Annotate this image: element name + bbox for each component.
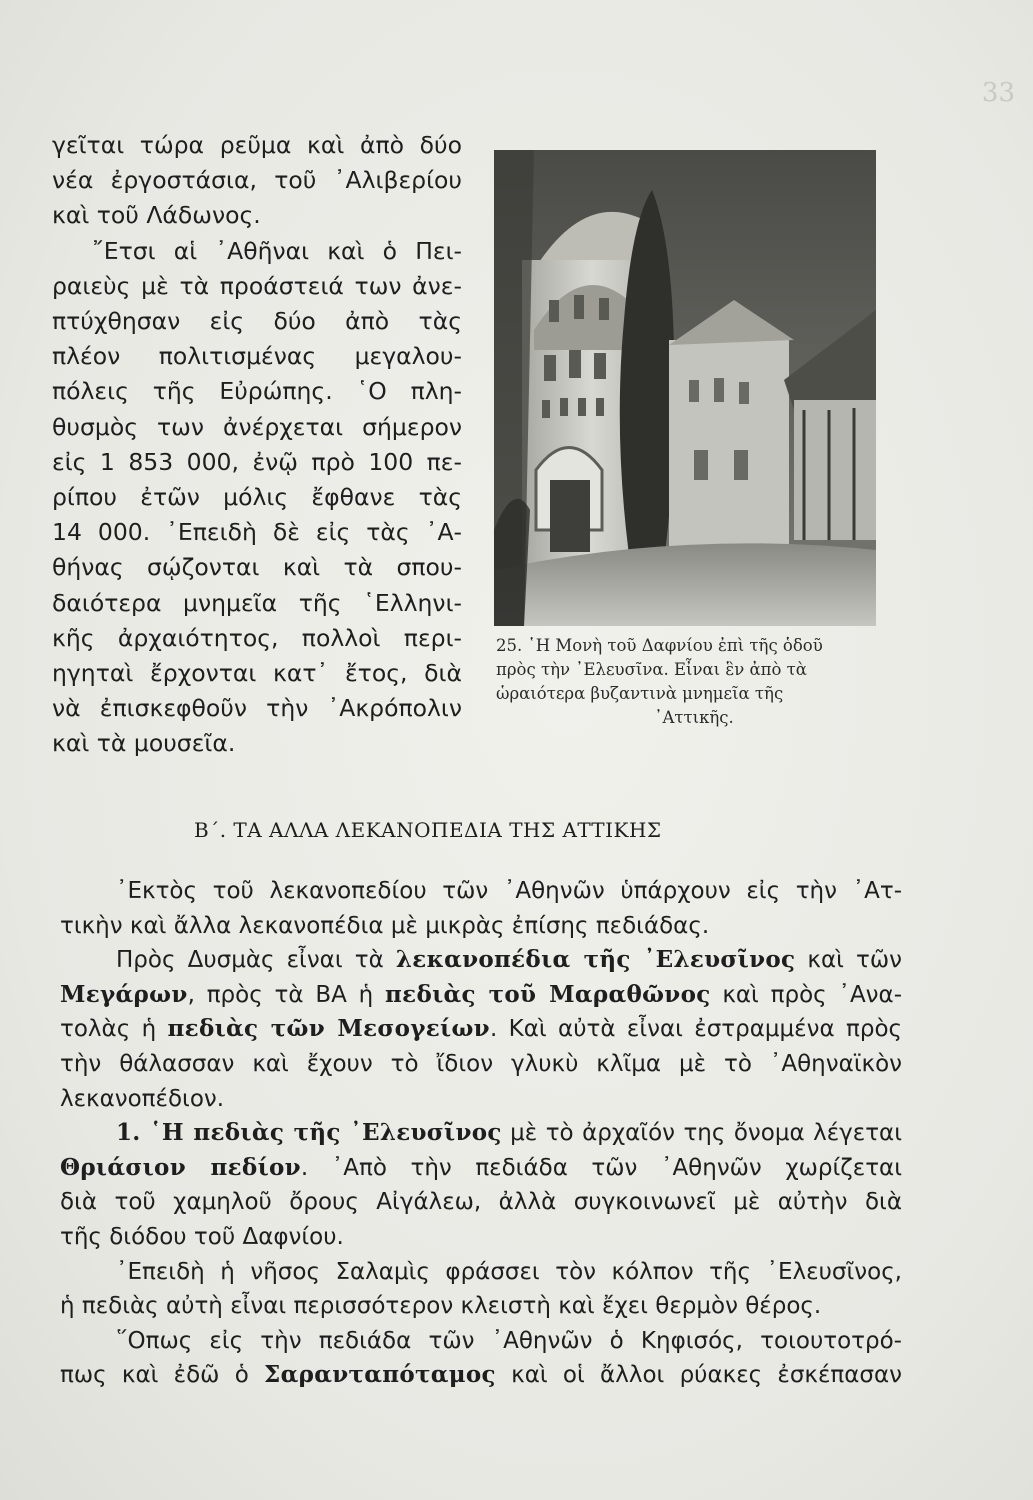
text-span: μὲ τὸ ἀρχαῖόν της ὄνομα λέγεται [501, 1120, 902, 1147]
text-line: διὰ τοῦ χαμηλοῦ ὄρους Αἰγάλεω, ἀλλὰ συγκοινωνεῖ μὲ αὐτὴν διὰ [60, 1189, 902, 1216]
text-line: κῆς ἀρχαιότητος, πολλοὶ περι- [52, 623, 462, 652]
text-line [60, 1151, 902, 1186]
text-span: καὶ πρὸς ᾿Ανα- [710, 981, 902, 1008]
text-line: πτύχθησαν εἰς δύο ἀπὸ τὰς [52, 307, 462, 336]
text-span: καὶ οἱ ἄλλοι ρύακες ἐσκέπασαν [495, 1362, 902, 1389]
text-line: ῞Οπως εἰς τὴν πεδιάδα τῶν ᾿Αθηνῶν ὁ Κηφισός, τοιουτοτρό- [116, 1327, 902, 1354]
text-line: ᾿Εκτὸς τοῦ λεκανοπεδίου τῶν ᾿Αθηνῶν ὑπάρχουν εἰς τὴν ᾿Ατ- [116, 878, 902, 904]
text-line: ἡ πεδιὰς αὐτὴ εἶναι περισσότερον κλειστὴ καὶ ἔχει θερμὸν θέρος. [60, 1293, 822, 1320]
text-line [60, 978, 902, 1013]
text-span: . Καὶ αὐτὰ εἶναι ἐστραμμένα πρὸς [489, 1016, 903, 1043]
subsection-title-eleusis-plain: 1. ῾Η πεδιὰς τῆς ᾿Ελευσῖνος [116, 1119, 502, 1147]
text-span: Πρὸς Δυσμὰς εἶναι τὰ [116, 947, 396, 974]
text-line: δαιότερα μνημεῖα τῆς ῾Ελληνι- [52, 588, 462, 617]
text-line: γεῖται τώρα ρεῦμα καὶ ἀπὸ δύο [52, 131, 462, 159]
place-name-marathon-plain: πεδιὰς τοῦ Μαραθῶνος [385, 980, 711, 1008]
section-heading: Β΄. ΤΑ ΑΛΛΑ ΛΕΚΑΝΟΠΕΔΙΑ ΤΗΣ ΑΤΤΙΚΗΣ [194, 818, 662, 842]
text-line: θυσμὸς των ἀνέρχεται σήμερον [52, 412, 462, 441]
text-line: καὶ τὰ μουσεῖα. [52, 729, 236, 758]
daphni-monastery-photo [494, 150, 876, 626]
text-line: ηγηταὶ ἔρχονται κατ᾿ ἔτος, διὰ [52, 659, 462, 688]
body-text [60, 874, 902, 1393]
text-line: καὶ τοῦ Λάδωνος. [52, 201, 261, 230]
text-line: τὴν θάλασσαν καὶ ἔχουν τὸ ἴδιον γλυκὺ κλῖμα μὲ τὸ ᾿Αθηναϊκὸν [60, 1050, 902, 1077]
left-column-text [52, 128, 462, 762]
caption-line: ὡραιότερα βυζαντινὰ μνημεῖα τῆς [496, 684, 784, 703]
caption-line: πρὸς τὴν ᾿Ελευσῖνα. Εἶναι ἓν ἀπὸ τὰ [496, 660, 807, 679]
place-name-eleusis-basins: λεκανοπέδια τῆς ᾿Ελευσῖνος [395, 946, 796, 974]
text-line: νέα ἐργοστάσια, τοῦ ᾿Αλιβερίου [52, 166, 462, 195]
text-line: λεκανοπέδιον. [60, 1085, 225, 1112]
text-line: τῆς διόδου τοῦ Δαφνίου. [60, 1223, 344, 1250]
caption-line: 25. ῾Η Μονὴ τοῦ Δαφνίου ἐπὶ τῆς ὁδοῦ [496, 636, 823, 655]
text-line [60, 1358, 902, 1393]
text-span: πως καὶ ἐδῶ ὁ [60, 1362, 265, 1389]
text-line: 14 000. ᾿Επειδὴ δὲ εἰς τὰς ᾿Α- [52, 518, 462, 547]
text-span: . ᾿Απὸ τὴν πεδιάδα τῶν ᾿Αθηνῶν χωρίζεται [300, 1154, 903, 1181]
text-line: τικὴν καὶ ἄλλα λεκανοπέδια μὲ μικρὰς ἐπίσης πεδιάδας. [60, 912, 710, 939]
text-line: ᾿Επειδὴ ἡ νῆσος Σαλαμὶς φράσσει τὸν κόλπον τῆς ᾿Ελευσῖνος, [116, 1258, 902, 1285]
figure-caption [496, 634, 892, 730]
text-line: ῎Ετσι αἱ ᾿Αθῆναι καὶ ὁ Πει- [92, 236, 462, 265]
text-span: τολὰς ἡ [60, 1016, 168, 1043]
text-line: εἰς 1 853 000, ἐνῷ πρὸ 100 πε- [52, 447, 462, 476]
text-line [60, 1012, 902, 1047]
place-name-mesogeia-plain: πεδιὰς τῶν Μεσογείων [167, 1015, 490, 1043]
place-name-thriasion: Θριάσιον πεδίον [60, 1153, 301, 1181]
text-line: θήνας σῴζονται καὶ τὰ σπου- [52, 553, 462, 582]
text-line: ραιεὺς μὲ τὰ προάστειά των ἀνε- [52, 271, 462, 300]
text-line: πόλεις τῆς Εὐρώπης. ῾Ο πλη- [52, 377, 462, 406]
text-line: πλέον πολιτισμένας μεγαλου- [52, 342, 462, 371]
text-line: ρίπου ἐτῶν μόλις ἔφθανε τὰς [52, 483, 462, 512]
text-line [60, 943, 902, 978]
text-span: καὶ τῶν [795, 947, 902, 974]
page-number: 33 [981, 78, 1015, 108]
text-line: νὰ ἐπισκεφθοῦν τὴν ᾿Ακρόπολιν [52, 694, 462, 723]
text-line [60, 1116, 902, 1151]
river-name-sarantapotamos: Σαρανταπόταμος [264, 1361, 496, 1389]
text-span: , πρὸς τὰ ΒΑ ἡ [187, 981, 386, 1008]
place-name-megara: Μεγάρων [60, 980, 188, 1008]
caption-line: ᾿Αττικῆς. [654, 708, 734, 727]
